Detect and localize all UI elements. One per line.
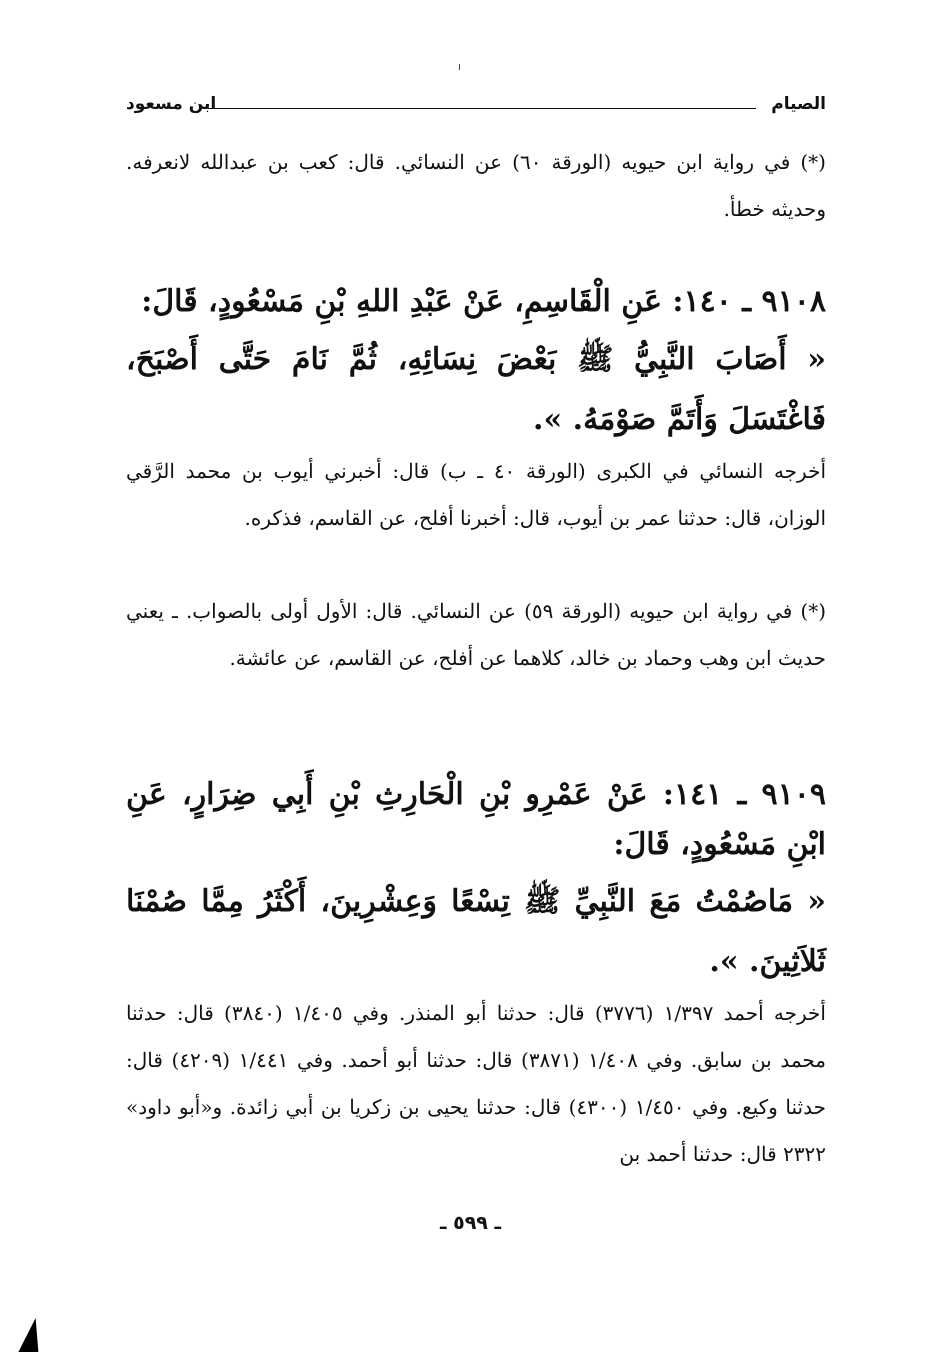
running-header (126, 92, 826, 122)
hadith-heading: ٩١٠٩ ـ ١٤١: عَنْ عَمْرِو بْنِ الْحَارِثِ بْنِ أَبِي ضِرَارٍ، عَنِ ابْنِ مَسْعُودٍ، قَالَ: (126, 777, 826, 862)
page-number: ـ ٥٩٩ ـ (439, 1212, 501, 1234)
section-title: الصيام (771, 94, 826, 114)
hadith-text: « أَصَابَ النَّبِيُّ ﷺ بَعْضَ نِسَائِهِ، ثُمَّ نَامَ حَتَّى أَصْبَحَ، فَاغْتَسَلَ وَأَتَمَّ صَوْمَهُ. ». (126, 342, 826, 437)
footnote-paragraph: (*) في رواية ابن حيويه (الورقة ٥٩) عن النسائي. قال: الأول أولى بالصواب. ـ يعني حديث ابن وهب وحماد بن خالد، كلاهما عن أفلح، عن القاسم، عن عائشة. (126, 599, 826, 670)
footnote-paragraph: (*) في رواية ابن حيويه (الورقة ٦٠) عن النسائي. قال: كعب بن عبدالله لانعرفه. وحديثه خطأ. (126, 150, 826, 221)
scan-mark (459, 64, 460, 70)
source-paragraph: أخرجه أحمد ١/٣٩٧ (٣٧٧٦) قال: حدثنا أبو المنذر. وفي ١/٤٠٥ (٣٨٤٠) قال: حدثنا محمد بن سابق. وفي ١/٤٠٨ (٣٨٧١) قال: حدثنا أبو أحمد. وفي ١/٤٤١ (٤٢٠٩) قال: حدثنا وكيع. وفي ١/٤٥٠ (٤٣٠٠) قال: حدثنا يحيى بن زكريا بن أبي زائدة. و«أبو داود» ٢٣٢٢ قال: حدثنا أحمد بن (126, 1001, 827, 1166)
chapter-title: ابن مسعود (126, 94, 217, 114)
source-paragraph: أخرجه النسائي في الكبرى (الورقة ٤٠ ـ ب) قال: أخبرني أيوب بن محمد الرَّقي الوزان، قال: حدثنا عمر بن أيوب، قال: أخبرنا أفلح، عن القاسم، فذكره. (126, 459, 826, 530)
hadith-heading: ٩١٠٨ ـ ١٤٠: عَنِ الْقَاسِمِ، عَنْ عَبْدِ اللهِ بْنِ مَسْعُودٍ، قَالَ: (141, 284, 826, 319)
scan-corner-mark (18, 1318, 45, 1352)
hadith-text: « مَاصُمْتُ مَعَ النَّبِيِّ ﷺ تِسْعًا وَعِشْرِينَ، أَكْثَرُ مِمَّا صُمْنَا ثَلاَثِينَ. ». (126, 884, 826, 979)
header-rule (208, 108, 756, 109)
